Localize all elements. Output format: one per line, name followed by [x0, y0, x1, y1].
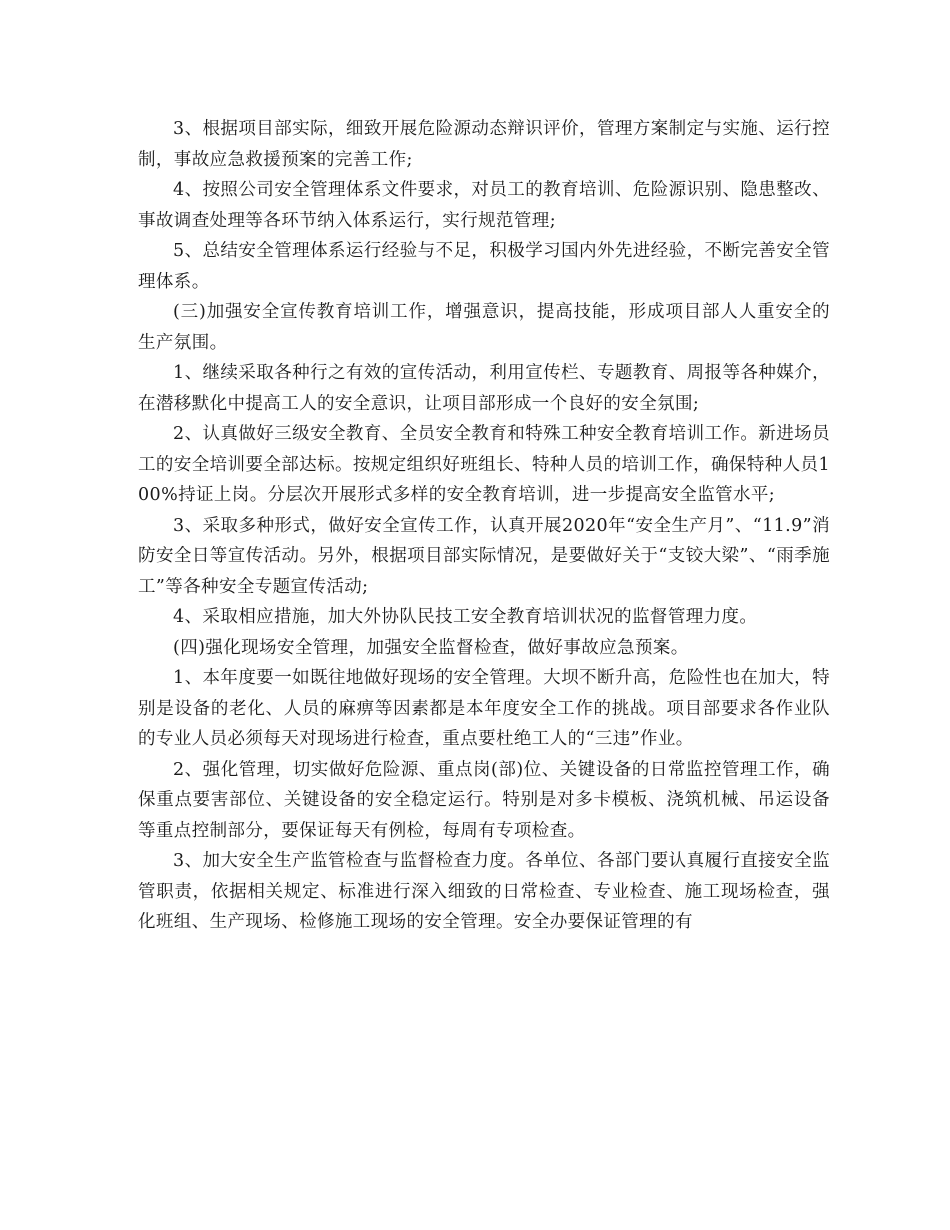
paragraph-system-summary: 5、总结安全管理体系运行经验与不足，积极学习国内外先进经验，不断完善安全管理体系。 [138, 241, 830, 292]
paragraph-contractor-supervision: 4、采取相应措施，加大外协队民技工安全教育培训状况的监督管理力度。 [173, 607, 758, 627]
paragraph-inspection-strength: 3、加大安全生产监管检查与监督检查力度。各单位、各部门要认真履行直接安全监管职责，依据相关规定、标准进行深入细致的日常检查、专业检查、施工现场检查，强化班组、生产现场、检修施工现场的安全管理。安全办要保证管理的有 [138, 851, 830, 932]
section-heading-training: (三)加强安全宣传教育培训工作，增强意识，提高技能，形成项目部人人重安全的生产氛围。 [138, 302, 830, 353]
paragraph-site-safety: 1、本年度要一如既往地做好现场的安全管理。大坝不断升高，危险性也在加大，特别是设备的老化、人员的麻痹等因素都是本年度安全工作的挑战。项目部要求各作业队的专业人员必须每天对现场进行检查，重点要杜绝工人的“三违”作业。 [138, 668, 830, 749]
paragraph-system-requirements: 4、按照公司安全管理体系文件要求，对员工的教育培训、危险源识别、隐患整改、事故调查处理等各环节纳入体系运行，实行规范管理; [138, 180, 830, 231]
paragraph-hazard-monitoring: 2、强化管理，切实做好危险源、重点岗(部)位、关键设备的日常监控管理工作，确保重点要害部位、关键设备的安全稳定运行。特别是对多卡模板、浇筑机械、吊运设备等重点控制部分，要保证每天有例检，每周有专项检查。 [138, 759, 830, 841]
paragraph-safety-month: 3、采取多种形式，做好安全宣传工作，认真开展2020年“安全生产月”、“11.9”消防安全日等宣传活动。另外，根据项目部实际情况，是要做好关于“支铰大梁”、“雨季施工”等各种安全专题宣传活动; [138, 515, 830, 597]
paragraph-publicity-activities: 1、继续采取各种行之有效的宣传活动，利用宣传栏、专题教育、周报等各种媒介，在潜移默化中提高工人的安全意识，让项目部形成一个良好的安全氛围; [138, 363, 830, 414]
section-heading-site-management: (四)强化现场安全管理，加强安全监督检查，做好事故应急预案。 [173, 637, 689, 658]
paragraph-three-level-education: 2、认真做好三级安全教育、全员安全教育和特殊工种安全教育培训工作。新进场员工的安全培训要全部达标。按规定组织好班组长、特种人员的培训工作，确保特种人员100%持证上岗。分层次开展形式多样的安全教育培训，进一步提高安全监管水平; [138, 424, 830, 505]
paragraph-risk-identification: 3、根据项目部实际，细致开展危险源动态辩识评价，管理方案制定与实施、运行控制，事故应急救援预案的完善工作; [138, 119, 830, 170]
